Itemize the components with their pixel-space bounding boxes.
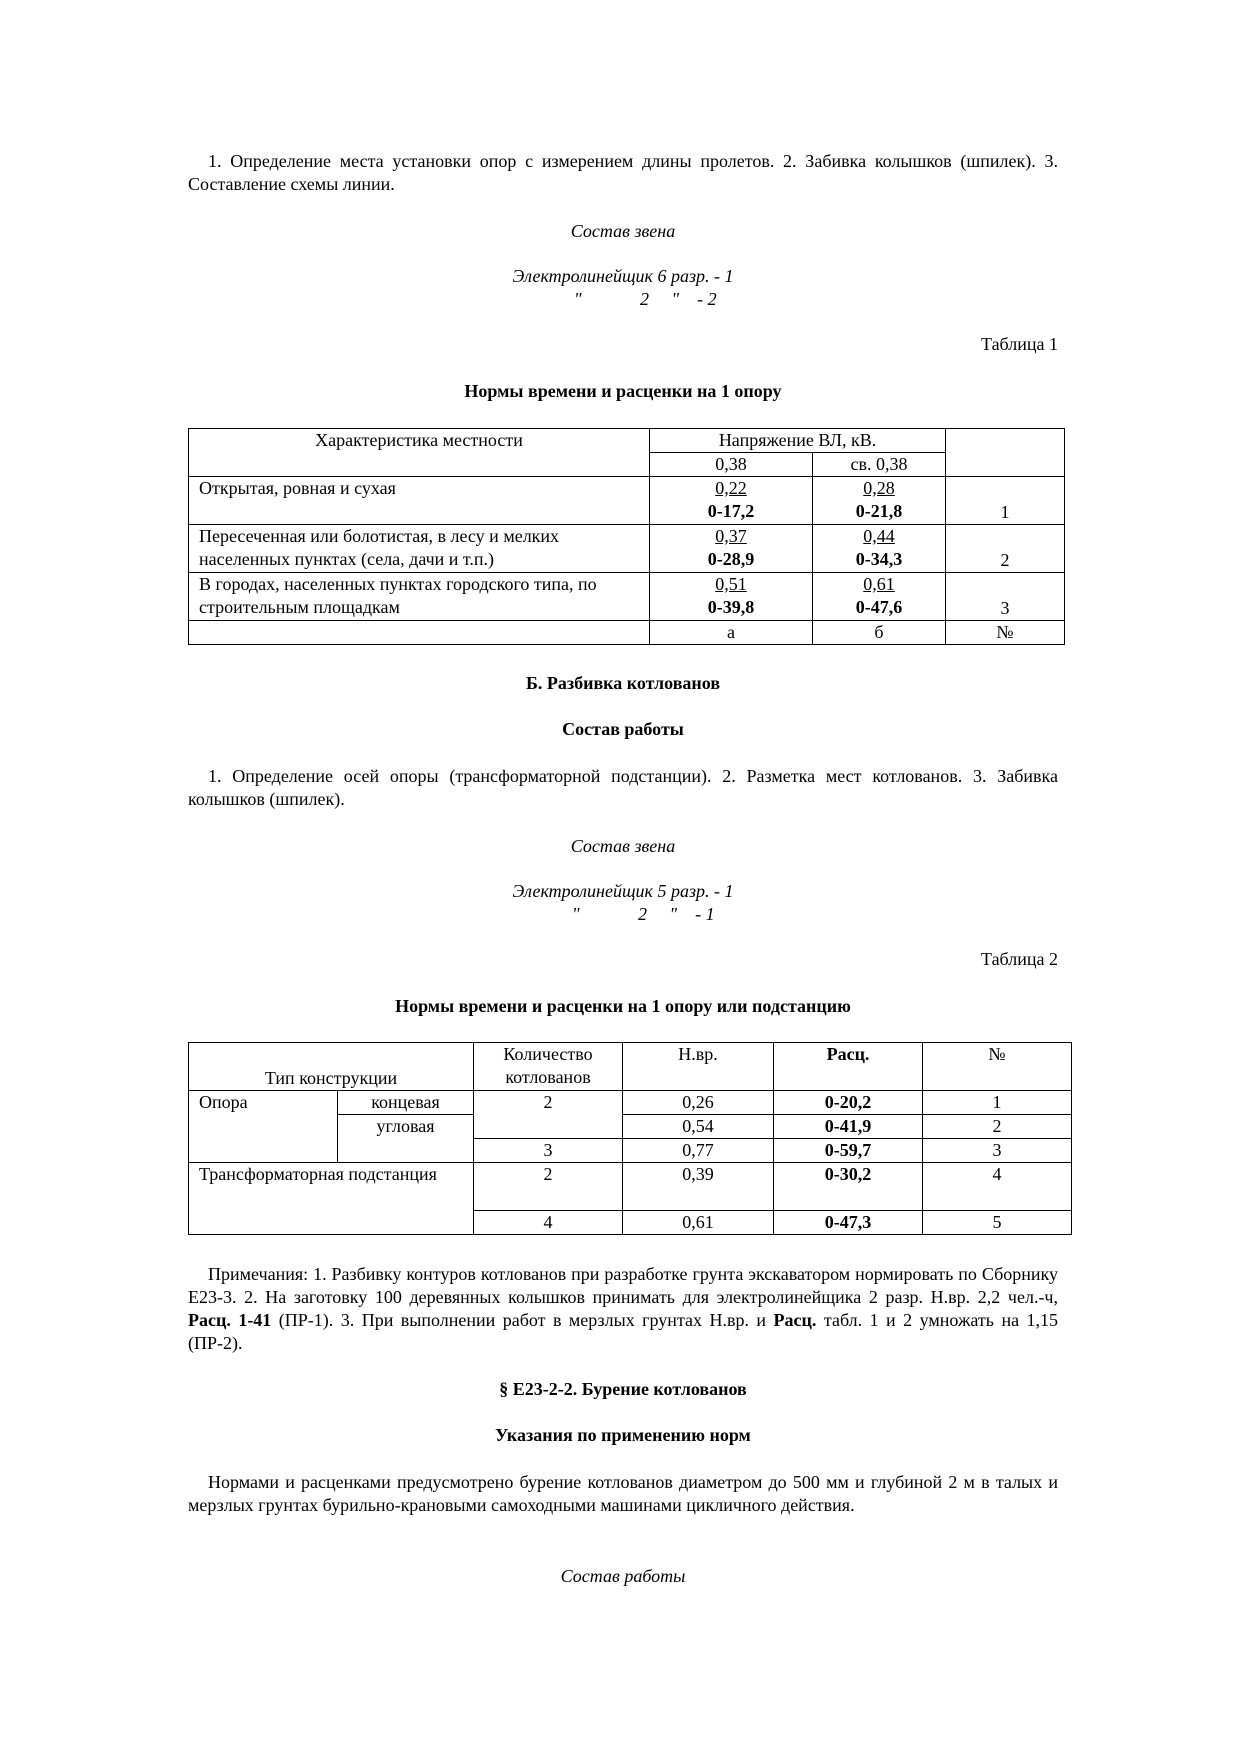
- norms-table-1: [188, 428, 1065, 645]
- guide-title: Указания по применению норм: [495, 1425, 751, 1445]
- section-paragraph: 1. Определение осей опоры (трансформаторной подстанции). 2. Разметка мест котлованов. 3. Забивка колышков (шпилек).: [188, 766, 1058, 809]
- norms-table-2: [188, 1042, 1072, 1235]
- work-title: Состав работы: [562, 719, 684, 739]
- notes-paragraph: Примечания: 1. Разбивку контуров котлованов при разработке грунта экскаватором нормировать по Сборнику Е23-3. 2. На заготовку 100 деревянных колышков принимать для электролинейщика 2 разр. Н.вр. 2,2 чел.-ч, Расц. 1-41 (ПР-1). 3. При выполнении работ в мерзлых грунтах Н.вр. и Расц. табл. 1 и 2 умножать на 1,15 (ПР-2).: [188, 1264, 1059, 1353]
- section-title: § Е23-2-2. Бурение котлованов: [499, 1379, 747, 1399]
- header-v1: 0,38: [650, 453, 813, 477]
- table-row: угловая 0,54 0-41,9 2: [189, 1115, 1072, 1139]
- section-title: Б. Разбивка котлованов: [525, 673, 721, 693]
- crew-line: Электролинейщик 5 разр. - 1: [512, 881, 734, 901]
- header-v2: св. 0,38: [813, 453, 946, 477]
- table-row: В городах, населенных пунктах городского типа, по строительным площадкам 0,51 0-39,8 0,61 0-47,6 3: [189, 573, 1065, 621]
- work-title: Состав работы: [560, 1566, 686, 1586]
- table-row: Опора концевая 2 0,26 0-20,2 1: [189, 1091, 1072, 1115]
- table-row: Трансформаторная подстанция 2 0,39 0-30,2 4: [189, 1163, 1072, 1211]
- header-terrain: Характеристика местности: [189, 429, 650, 477]
- crew-line: " 2 " - 1: [572, 904, 715, 924]
- intro-paragraph: 1. Определение места установки опор с измерением длины пролетов. 2. Забивка колышков (шпилек). 3. Составление схемы линии.: [188, 151, 1058, 194]
- crew-title: Состав звена: [570, 836, 676, 856]
- crew-line: Электролинейщик 6 разр. - 1: [512, 266, 734, 286]
- table-title: Нормы времени и расценки на 1 опору: [464, 381, 782, 401]
- table-label: Таблица 2: [981, 949, 1058, 969]
- crew-line: " 2 " - 2: [574, 289, 717, 309]
- section-paragraph: Нормами и расценками предусмотрено бурение котлованов диаметром до 500 мм и глубиной 2 м в талых и мерзлых грунтах бурильно-крановыми самоходными машинами цикличного действия.: [188, 1472, 1058, 1515]
- table-row: Открытая, ровная и сухая 0,22 0-17,2 0,28 0-21,8 1: [189, 477, 1065, 525]
- header-rate: Расц.: [774, 1043, 923, 1091]
- table-row: Пересеченная или болотистая, в лесу и мелких населенных пунктах (села, дачи и т.п.) 0,37 0-28,9 0,44 0-34,3 2: [189, 525, 1065, 573]
- header-count: Количество котлованов: [474, 1043, 623, 1091]
- table-title: Нормы времени и расценки на 1 опору или подстанцию: [395, 996, 851, 1016]
- header-time: Н.вр.: [623, 1043, 774, 1091]
- table-label: Таблица 1: [981, 334, 1058, 354]
- crew-title: Состав звена: [570, 221, 676, 241]
- header-num: №: [923, 1043, 1072, 1091]
- header-voltage: Напряжение ВЛ, кВ.: [650, 429, 946, 453]
- table-footer-row: а б №: [189, 621, 1065, 645]
- table-row: 4 0,61 0-47,3 5: [189, 1211, 1072, 1235]
- table-row: 3 0,77 0-59,7 3: [189, 1139, 1072, 1163]
- header-type: Тип конструкции: [189, 1043, 474, 1091]
